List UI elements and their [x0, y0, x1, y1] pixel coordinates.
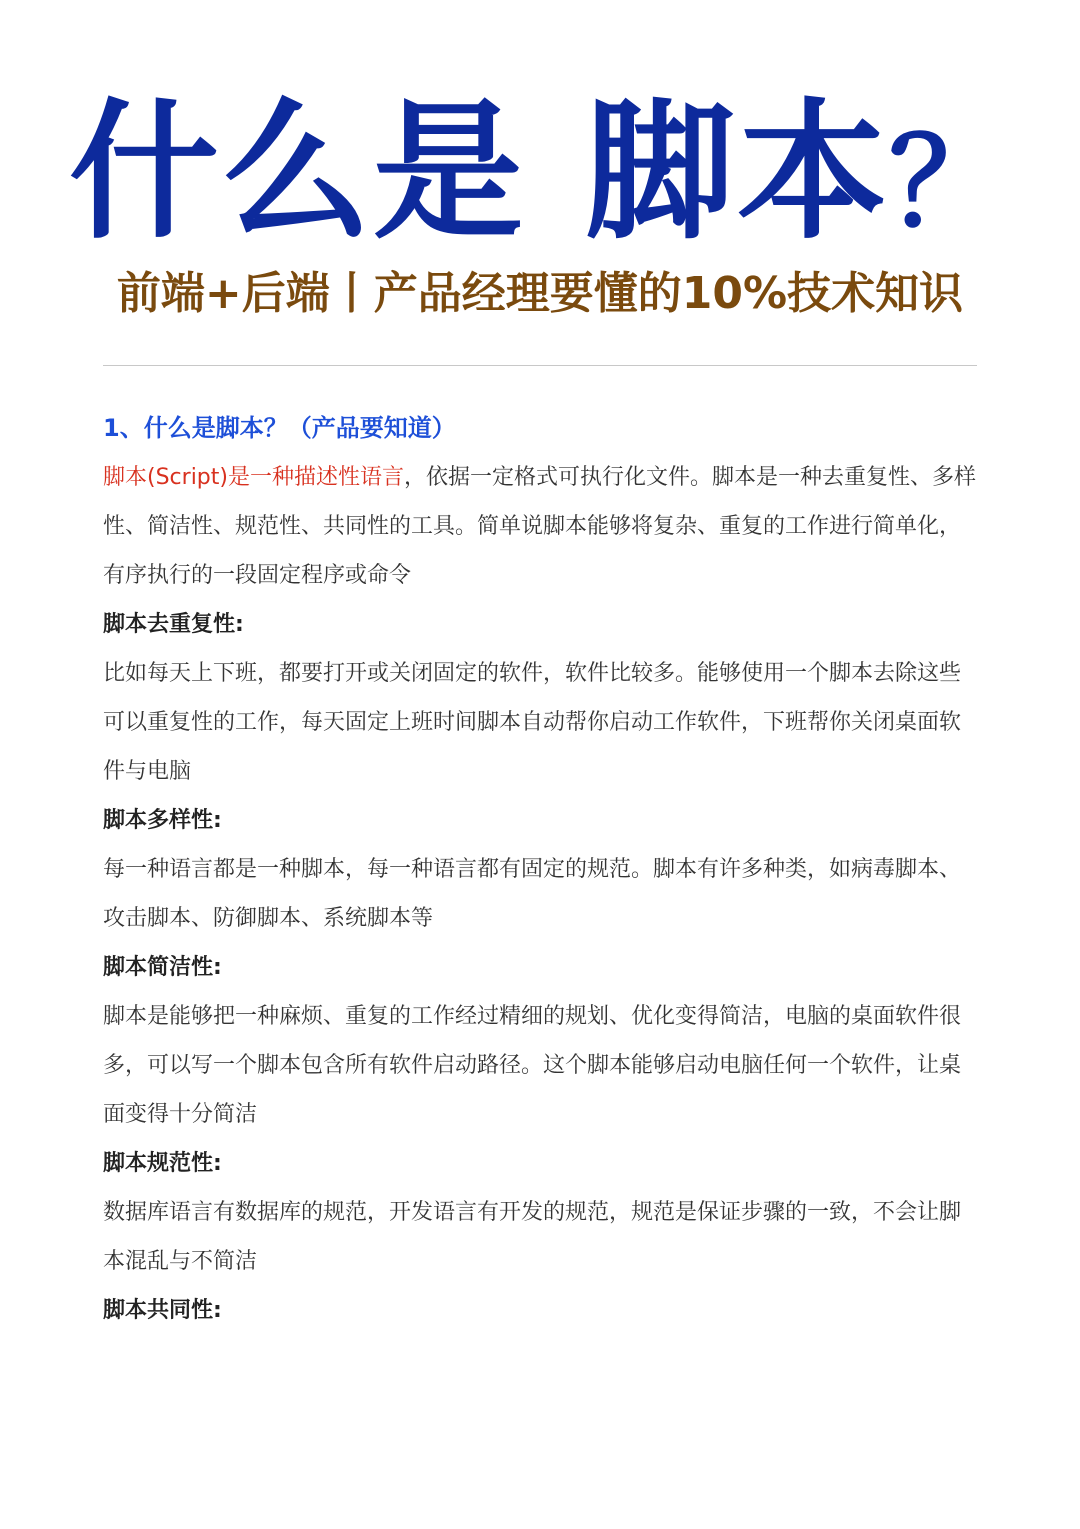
intro-paragraph — [103, 453, 977, 600]
block-text-standard: 数据库语言有数据库的规范，开发语言有开发的规范，规范是保证步骤的一致，不会让脚本混乱与不简洁 — [103, 1200, 962, 1274]
block-heading-simplicity: 脚本简洁性: — [103, 955, 222, 980]
article-body — [103, 404, 977, 1335]
intro-highlight: 脚本(Script)是一种描述性语言 — [103, 465, 404, 490]
intro-text: ，依据一定格式可执行化文件。脚本是一种去重复性、多样性、简洁性、规范性、共同性的工具。简单说脚本能够将复杂、重复的工作进行简单化，有序执行的一段固定程序或命令 — [103, 465, 976, 588]
block-text-diversity: 每一种语言都是一种脚本，每一种语言都有固定的规范。脚本有许多种类，如病毒脚本、攻击脚本、防御脚本、系统脚本等 — [103, 857, 962, 931]
block-heading-dedup: 脚本去重复性: — [103, 612, 244, 637]
block-heading-standard: 脚本规范性: — [103, 1151, 222, 1176]
page-subtitle: 前端+后端丨产品经理要懂的10%技术知识 — [116, 268, 964, 319]
block-heading-diversity: 脚本多样性: — [103, 808, 222, 833]
block-heading-commonality: 脚本共同性: — [103, 1298, 222, 1323]
block-text-dedup: 比如每天上下班，都要打开或关闭固定的软件，软件比较多。能够使用一个脚本去除这些可以重复性的工作，每天固定上班时间脚本自动帮你启动工作软件，下班帮你关闭桌面软件与电脑 — [103, 661, 962, 784]
title-question-mark: ？ — [889, 114, 1012, 253]
title-main: 什么是 — [68, 86, 525, 260]
section-heading: 1、什么是脚本？（产品要知道） — [103, 414, 456, 442]
page-title — [0, 88, 1080, 258]
title-keyword: 脚本 — [585, 86, 890, 260]
block-text-simplicity: 脚本是能够把一种麻烦、重复的工作经过精细的规划、优化变得简洁，电脑的桌面软件很多，可以写一个脚本包含所有软件启动路径。这个脚本能够启动电脑任何一个软件，让桌面变得十分简洁 — [103, 1004, 962, 1127]
divider — [103, 365, 977, 366]
